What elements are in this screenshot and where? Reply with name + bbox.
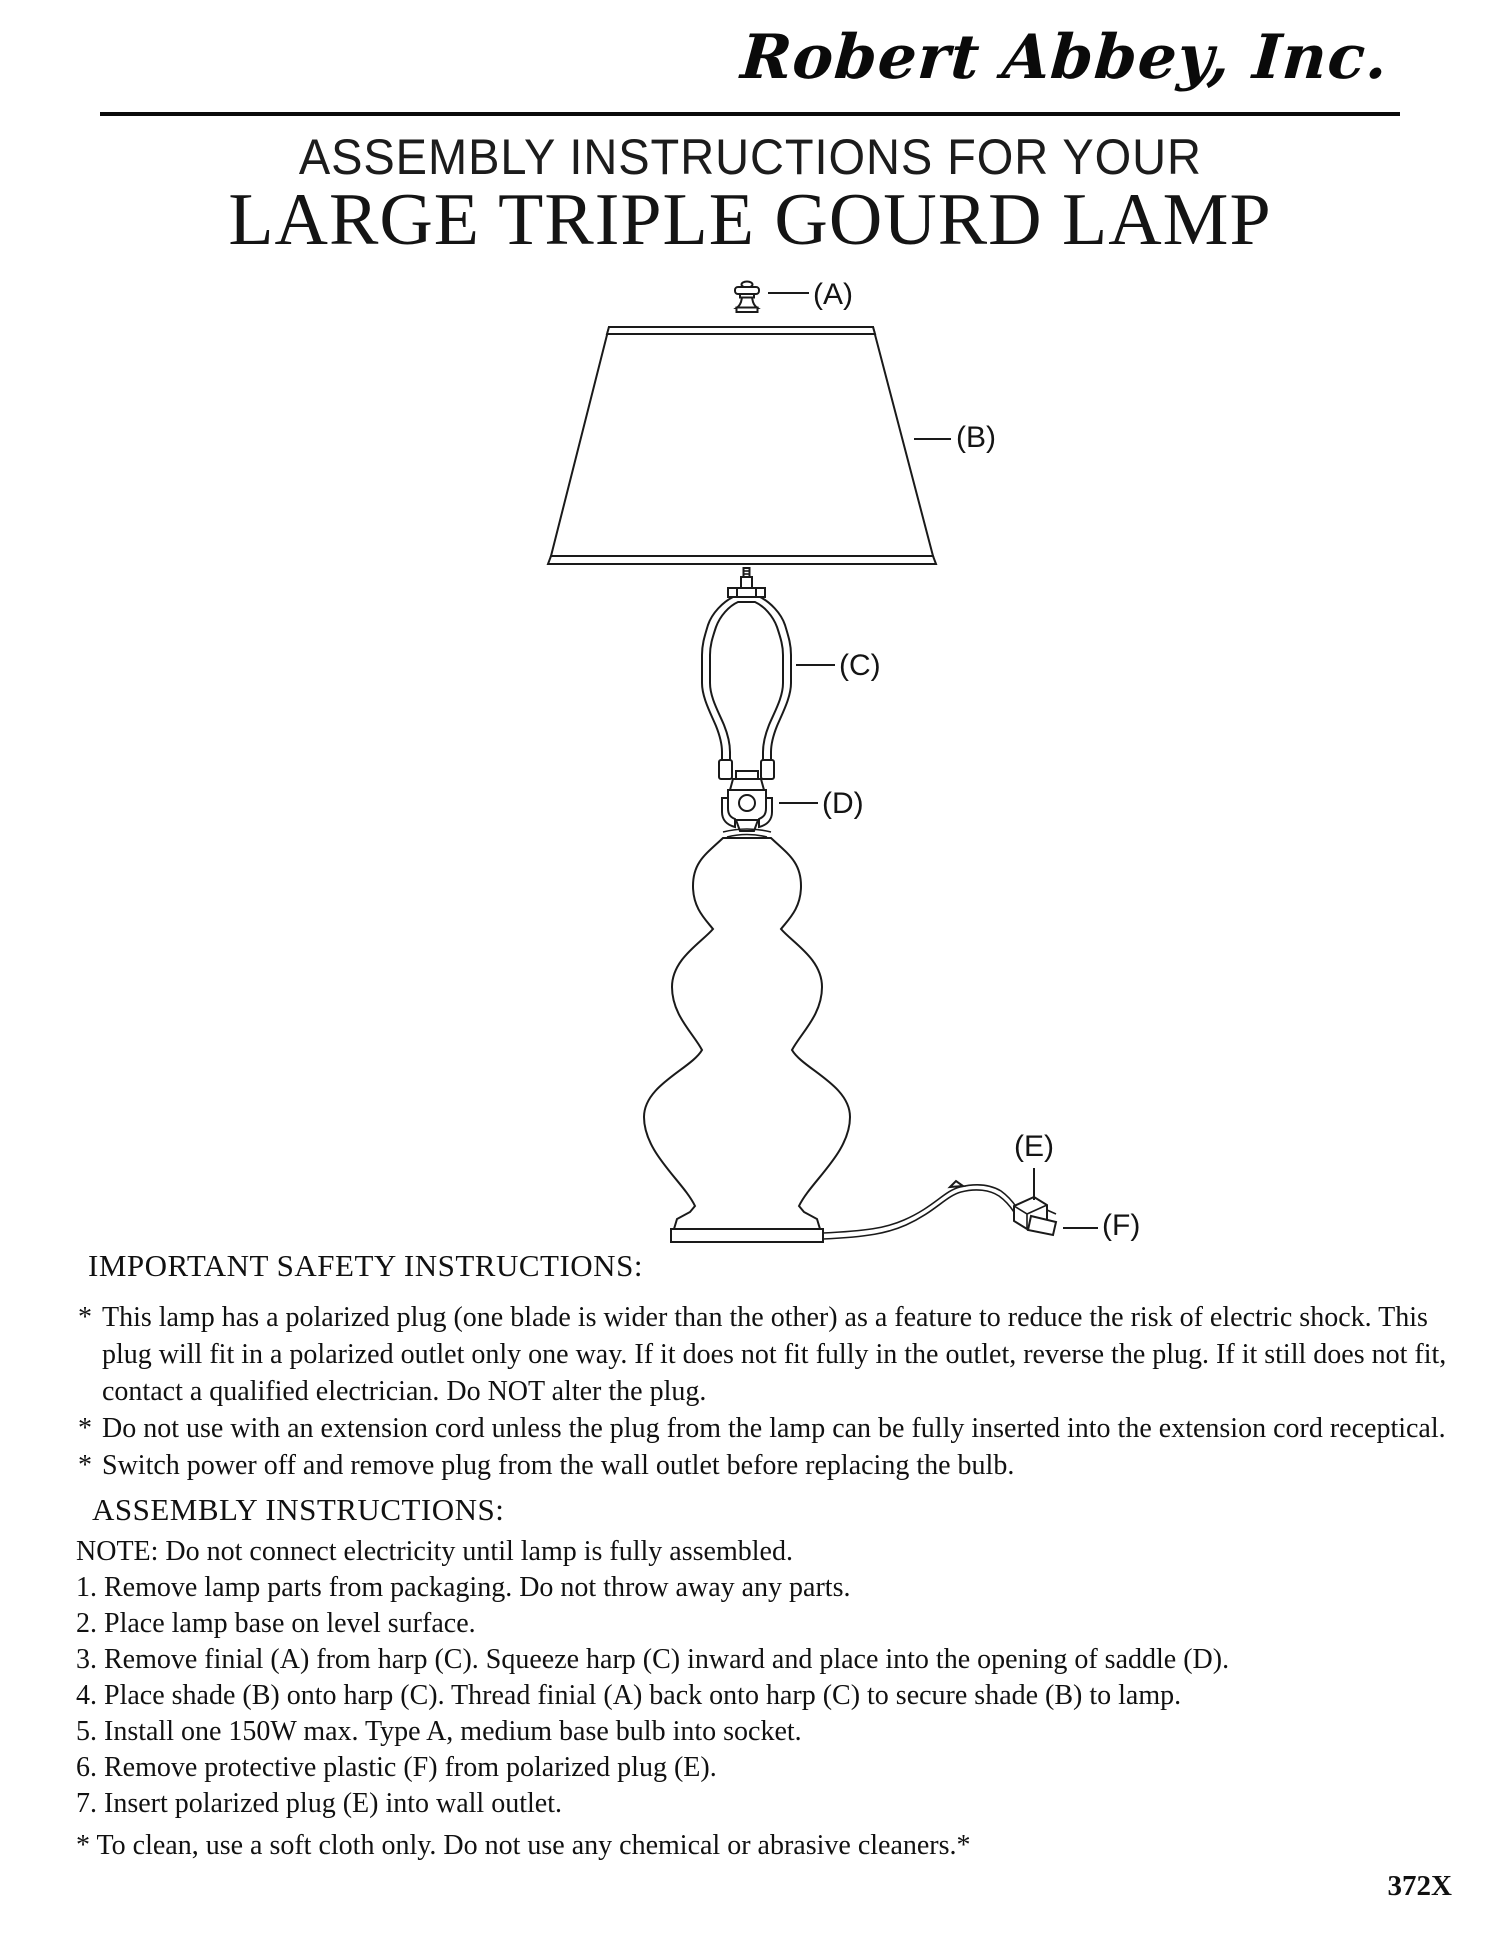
- assembly-step: 2. Place lamp base on level surface.: [76, 1608, 476, 1639]
- harp-stud: [728, 568, 765, 597]
- safety-item-text: This lamp has a polarized plug (one blade is wider than the other) as a feature to reduce the risk of electric shock. This plug will fit in a polarized outlet only one way. If it does not fit fully in the outlet, reverse the plug. If it still does not fit, contact a qualified electrician. Do NOT alter the plug.: [102, 1302, 1447, 1407]
- brand-logo: Robert Abbey, Inc.: [738, 22, 1391, 93]
- page-title: LARGE TRIPLE GOURD LAMP: [228, 179, 1272, 261]
- header-rule: [100, 112, 1400, 116]
- bullet-asterisk: *: [78, 1413, 92, 1444]
- power-cord: [823, 1181, 1017, 1239]
- saddle-label: (D): [822, 787, 864, 820]
- harp-label: (C): [839, 649, 881, 682]
- lamp-base: [671, 1229, 823, 1242]
- protective-plastic-label: (F): [1102, 1209, 1141, 1242]
- lamp-body: [644, 838, 850, 1229]
- assembly-step: 7. Insert polarized plug (E) into wall outlet.: [76, 1788, 562, 1819]
- assembly-list: [76, 1534, 1476, 1822]
- polarized-plug: [1014, 1197, 1056, 1235]
- harp: [702, 597, 791, 779]
- page-subtitle: ASSEMBLY INSTRUCTIONS FOR YOUR: [298, 129, 1202, 185]
- safety-item-text: Do not use with an extension cord unless the plug from the lamp can be fully inserted into the extension cord receptical.: [102, 1413, 1446, 1444]
- bullet-asterisk: *: [78, 1450, 92, 1481]
- care-note: * To clean, use a soft cloth only. Do not use any chemical or abrasive cleaners.*: [76, 1830, 971, 1861]
- protective-plastic: [1028, 1216, 1056, 1235]
- shade-label: (B): [956, 421, 996, 454]
- safety-list: [78, 1299, 1458, 1484]
- safety-item-text: Switch power off and remove plug from the wall outlet before replacing the bulb.: [102, 1450, 1015, 1481]
- doc-number: 372X: [1387, 1870, 1452, 1902]
- lamp-diagram: [440, 258, 1160, 1258]
- safety-item: [78, 1410, 1458, 1447]
- assembly-note: NOTE: Do not connect electricity until lamp is fully assembled.: [76, 1536, 793, 1567]
- assembly-step: 5. Install one 150W max. Type A, medium base bulb into socket.: [76, 1716, 802, 1747]
- finial-label: (A): [813, 278, 853, 311]
- plug-label: (E): [1014, 1130, 1054, 1163]
- assembly-step: 3. Remove finial (A) from harp (C). Squeeze harp (C) inward and place into the opening of saddle (D).: [76, 1644, 1230, 1675]
- cord-tie: [950, 1181, 963, 1187]
- assembly-step: 6. Remove protective plastic (F) from polarized plug (E).: [76, 1752, 717, 1783]
- assembly-step: 4. Place shade (B) onto harp (C). Thread finial (A) back onto harp (C) to secure shade (B) to lamp.: [76, 1680, 1182, 1711]
- assembly-heading: ASSEMBLY INSTRUCTIONS:: [92, 1492, 505, 1527]
- safety-item: [78, 1299, 1458, 1410]
- safety-item: [78, 1447, 1458, 1484]
- finial: [735, 282, 759, 313]
- safety-heading: IMPORTANT SAFETY INSTRUCTIONS:: [88, 1248, 643, 1283]
- assembly-step: 1. Remove lamp parts from packaging. Do not throw away any parts.: [76, 1572, 851, 1603]
- lamp-shade: [548, 327, 936, 564]
- bullet-asterisk: *: [78, 1302, 92, 1333]
- socket-saddle: [722, 771, 772, 837]
